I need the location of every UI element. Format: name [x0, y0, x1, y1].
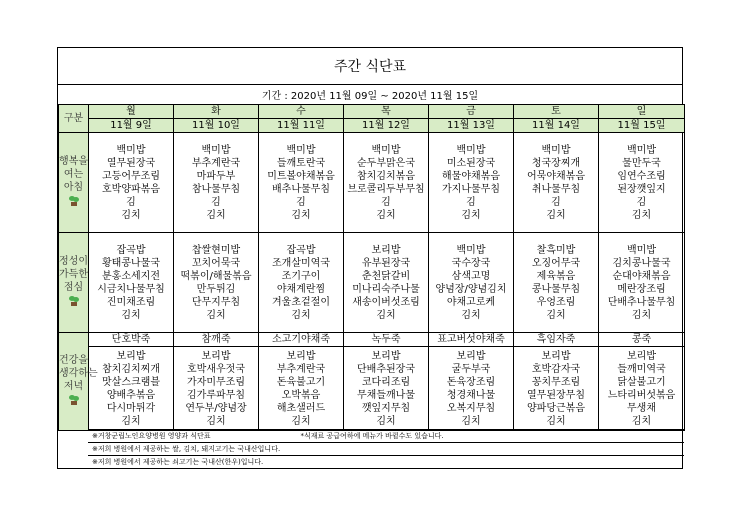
- menu-item: 김치: [631, 415, 652, 427]
- menu-item: 국수장국: [451, 257, 491, 269]
- menu-item: 김치: [461, 415, 481, 427]
- menu-cell: [599, 133, 685, 233]
- menu-item: 콩나물무침: [531, 283, 581, 295]
- menu-item: 보리밥: [627, 350, 656, 362]
- menu-item: 백미밥: [286, 144, 316, 156]
- menu-item: 다시마튀각: [106, 402, 156, 414]
- menu-item: 잡곡밥: [116, 244, 146, 256]
- menu-item: 김치콩나물국: [612, 257, 671, 269]
- menu-item: 백미밥: [371, 144, 401, 156]
- porridge-cell: 표고버섯야채죽: [429, 333, 514, 347]
- menu-item: 배추나물무침: [272, 183, 330, 195]
- menu-item: 김치: [461, 309, 481, 321]
- day-date: 11월 11일: [259, 119, 344, 133]
- meal-label-line: 행복을: [59, 156, 88, 167]
- note-text: ※저희 병원에서 제공하는 쌀, 김치, 돼지고기는 국내산입니다.: [92, 445, 281, 453]
- menu-item: 임연수조림: [617, 170, 666, 182]
- menu-item: 김치: [291, 415, 311, 427]
- menu-cell: [89, 347, 174, 431]
- menu-cell: [514, 233, 599, 333]
- menu-item: 가지나물무침: [442, 183, 500, 195]
- menu-item: 김치: [291, 209, 311, 221]
- menu-cell: [599, 233, 685, 333]
- menu-item: 닭살불고기: [617, 376, 666, 388]
- menu-item: 조기구이: [281, 270, 321, 282]
- day-name: 금: [429, 105, 514, 119]
- menu-item: 백미밥: [201, 144, 231, 156]
- note-text: *식재료 공급여하에 메뉴가 바뀔수도 있습니다.: [300, 432, 444, 440]
- menu-item: 보리밥: [371, 350, 401, 362]
- day-date: 11월 12일: [344, 119, 429, 133]
- menu-item: 김: [466, 196, 476, 208]
- menu-item: 해초샐러드: [276, 402, 326, 414]
- menu-item: 김치: [376, 209, 396, 221]
- menu-item: 백미밥: [456, 244, 486, 256]
- menu-item: 김치: [206, 415, 226, 427]
- menu-item: 김치: [631, 209, 652, 221]
- header-label: 구분: [59, 105, 89, 133]
- menu-item: 메란장조림: [617, 283, 666, 295]
- menu-item: 만두튀김: [196, 283, 236, 295]
- menu-item: 단무지무침: [191, 296, 241, 308]
- menu-item: 미소된장국: [446, 157, 496, 169]
- menu-item: 참치김치찌개: [102, 363, 160, 375]
- menu-item: 백미밥: [541, 144, 571, 156]
- menu-item: 김: [211, 196, 221, 208]
- menu-item: 호박새우젓국: [187, 363, 245, 375]
- note-line: [88, 442, 684, 455]
- menu-item: 김치: [121, 309, 141, 321]
- day-name: 일: [599, 105, 685, 119]
- menu-item: 들깨토란국: [276, 157, 326, 169]
- menu-cell: [174, 133, 259, 233]
- note-line: [88, 429, 684, 442]
- menu-item: 찹쌀현미밥: [191, 244, 241, 256]
- menu-item: 해물야채볶음: [442, 170, 500, 182]
- menu-item: 보리밥: [286, 350, 316, 362]
- porridge-cell: 소고기야채죽: [259, 333, 344, 347]
- porridge-cell: 단호박죽: [89, 333, 174, 347]
- meal-label-line: 건강을: [59, 355, 88, 366]
- menu-item: 제육볶음: [536, 270, 576, 282]
- menu-item: 김치: [121, 415, 141, 427]
- menu-item: 김치: [631, 309, 652, 321]
- breakfast-row: [59, 133, 685, 233]
- menu-item: 오복지무침: [446, 402, 496, 414]
- menu-item: 열무된장무침: [527, 389, 585, 401]
- note-text: ※저희 병원에서 제공하는 쇠고기는 국내산(한우)입니다.: [92, 458, 264, 466]
- menu-item: 김치: [376, 309, 396, 321]
- menu-item: 돈육불고기: [276, 376, 326, 388]
- menu-cell: [89, 233, 174, 333]
- day-name: 토: [514, 105, 599, 119]
- menu-item: 된장깻잎지: [617, 183, 666, 195]
- porridge-cell: 흑임자죽: [514, 333, 599, 347]
- porridge-row: [59, 333, 685, 347]
- day-name: 목: [344, 105, 429, 119]
- day-name: 월: [89, 105, 174, 119]
- day-date: 11월 13일: [429, 119, 514, 133]
- menu-cell: [174, 233, 259, 333]
- page-title: 주간 식단표: [58, 48, 682, 85]
- menu-item: 들깨미역국: [617, 363, 666, 375]
- menu-cell: [344, 347, 429, 431]
- menu-item: 단배추나물무침: [607, 296, 676, 308]
- menu-item: 새송이버섯조림: [352, 296, 420, 308]
- menu-item: 김치: [461, 209, 481, 221]
- menu-item: 꽁치무조림: [531, 376, 581, 388]
- menu-item: 떡볶이/해물볶음: [180, 270, 252, 282]
- day-name: 화: [174, 105, 259, 119]
- period-text: 기간 : 2020년 11월 09일 ~ 2020년 11월 15일: [58, 84, 682, 105]
- menu-item: 김치: [206, 309, 226, 321]
- menu-cell: [429, 133, 514, 233]
- meal-label-line: 가득한: [59, 269, 88, 280]
- menu-item: 마파두부: [196, 170, 236, 182]
- day-date: 11월 10일: [174, 119, 259, 133]
- meal-label-line: 정성이: [59, 256, 88, 267]
- menu-item: 찰흑미밥: [536, 244, 576, 256]
- menu-item: 조개살미역국: [272, 257, 330, 269]
- porridge-cell: 녹두죽: [344, 333, 429, 347]
- menu-item: 김치: [121, 209, 141, 221]
- menu-item: 백미밥: [116, 144, 146, 156]
- menu-item: 꼬치어묵국: [191, 257, 241, 269]
- menu-item: 열무된장국: [106, 157, 156, 169]
- porridge-cell: 콩죽: [599, 333, 685, 347]
- menu-item: 참치김치볶음: [357, 170, 415, 182]
- menu-item: 김: [551, 196, 561, 208]
- menu-item: 김: [126, 196, 136, 208]
- menu-item: 우엉조림: [536, 296, 576, 308]
- menu-item: 김: [296, 196, 306, 208]
- menu-item: 호박감자국: [531, 363, 581, 375]
- menu-item: 춘천닭갈비: [361, 270, 411, 282]
- menu-item: 무채들깨나물: [357, 389, 415, 401]
- meal-label-lunch: [59, 233, 89, 333]
- menu-item: 부추계란국: [276, 363, 326, 375]
- menu-item: 보리밥: [456, 350, 486, 362]
- meal-label-line: 생각하는: [59, 368, 98, 379]
- menu-cell: [344, 133, 429, 233]
- menu-item: 황태콩나물국: [102, 257, 160, 269]
- menu-item: 물만두국: [622, 157, 661, 169]
- menu-item: 미트볼야채볶음: [267, 170, 335, 182]
- menu-item: 양배추볶음: [106, 389, 156, 401]
- menu-item: 백미밥: [627, 244, 656, 256]
- menu-item: 느타리버섯볶음: [607, 389, 676, 401]
- meal-label-line: 저녁: [63, 381, 84, 392]
- menu-cell: [599, 347, 685, 431]
- menu-item: 보리밥: [371, 244, 401, 256]
- menu-item: 순대야채볶음: [612, 270, 671, 282]
- menu-cell: [259, 347, 344, 431]
- menu-cell: [514, 347, 599, 431]
- day-date: 11월 14일: [514, 119, 599, 133]
- menu-item: 양파당근볶음: [527, 402, 585, 414]
- menu-item: 백미밥: [456, 144, 486, 156]
- menu-item: 고등어무조림: [102, 170, 160, 182]
- menu-item: 백미밥: [627, 144, 656, 156]
- menu-item: 돈육장조림: [446, 376, 496, 388]
- menu-item: 김가루파무침: [187, 389, 245, 401]
- menu-item: 잡곡밥: [286, 244, 316, 256]
- menu-item: 김: [636, 196, 647, 208]
- note-line: [88, 455, 684, 468]
- day-date: 11월 9일: [89, 119, 174, 133]
- menu-item: 연두부/양념장: [185, 402, 247, 414]
- day-name: 수: [259, 105, 344, 119]
- menu-item: 김치: [376, 415, 396, 427]
- menu-item: 시금치나물무침: [97, 283, 165, 295]
- menu-item: 코다리조림: [361, 376, 411, 388]
- menu-cell: [89, 133, 174, 233]
- menu-item: 김치: [291, 309, 311, 321]
- menu-item: 가자미무조림: [187, 376, 245, 388]
- menu-item: 김치: [206, 209, 226, 221]
- menu-item: 삼색고명: [451, 270, 491, 282]
- porridge-cell: 참깨죽: [174, 333, 259, 347]
- menu-item: 참나물무침: [191, 183, 241, 195]
- menu-item: 진미채조림: [106, 296, 156, 308]
- menu-item: 맛살스크램블: [102, 376, 160, 388]
- menu-item: 호박양파볶음: [102, 183, 160, 195]
- menu-item: 어묵야채볶음: [527, 170, 585, 182]
- menu-item: 취나물무침: [531, 183, 581, 195]
- menu-item: 김: [381, 196, 391, 208]
- menu-item: 미나리숙주나물: [352, 283, 420, 295]
- meal-label-breakfast: [59, 133, 89, 233]
- lunch-row: [59, 233, 685, 333]
- menu-item: 양념장/양념김치: [435, 283, 507, 295]
- menu-item: 순두부맑은국: [357, 157, 415, 169]
- menu-item: 부추계란국: [191, 157, 241, 169]
- menu-cell: [429, 347, 514, 431]
- menu-item: 김치: [546, 209, 566, 221]
- menu-item: 청국장찌개: [531, 157, 581, 169]
- menu-item: 굴두부국: [451, 363, 491, 375]
- dinner-row: [59, 347, 685, 431]
- menu-item: 야채고로케: [446, 296, 496, 308]
- menu-item: 오박볶음: [281, 389, 321, 401]
- menu-sheet: [57, 47, 683, 469]
- menu-item: 유부된장국: [361, 257, 411, 269]
- notes-section: [88, 429, 684, 468]
- menu-cell: [514, 133, 599, 233]
- menu-cell: [344, 233, 429, 333]
- menu-item: 보리밥: [541, 350, 571, 362]
- menu-item: 보리밥: [201, 350, 231, 362]
- menu-item: 무생채: [627, 402, 656, 414]
- menu-cell: [429, 233, 514, 333]
- menu-cell: [174, 347, 259, 431]
- menu-item: 야채계란찜: [276, 283, 326, 295]
- day-date: 11월 15일: [599, 119, 685, 133]
- menu-item: 김치: [546, 309, 566, 321]
- menu-item: 단배추된장국: [357, 363, 415, 375]
- menu-item: 겨울초겉절이: [272, 296, 330, 308]
- plant-icon: [69, 196, 79, 206]
- menu-item: 깻잎지무침: [361, 402, 411, 414]
- menu-item: 청경채나물: [446, 389, 496, 401]
- meal-label-line: 점심: [63, 282, 84, 293]
- menu-item: 보리밥: [116, 350, 146, 362]
- plant-icon: [69, 395, 79, 405]
- menu-item: 브로콜리두부무침: [347, 183, 425, 195]
- menu-cell: [259, 233, 344, 333]
- menu-table: [58, 104, 685, 431]
- meal-label-line: 아침: [63, 182, 84, 193]
- meal-label-dinner: [59, 333, 98, 431]
- menu-item: 김치: [546, 415, 566, 427]
- menu-cell: [259, 133, 344, 233]
- note-text: ※거창군립노인요양병원 영양과 식단표: [92, 432, 211, 440]
- menu-item: 오징어무국: [531, 257, 581, 269]
- plant-icon: [69, 296, 79, 306]
- meal-label-line: 여는: [63, 169, 84, 180]
- menu-item: 분홍소세지전: [102, 270, 160, 282]
